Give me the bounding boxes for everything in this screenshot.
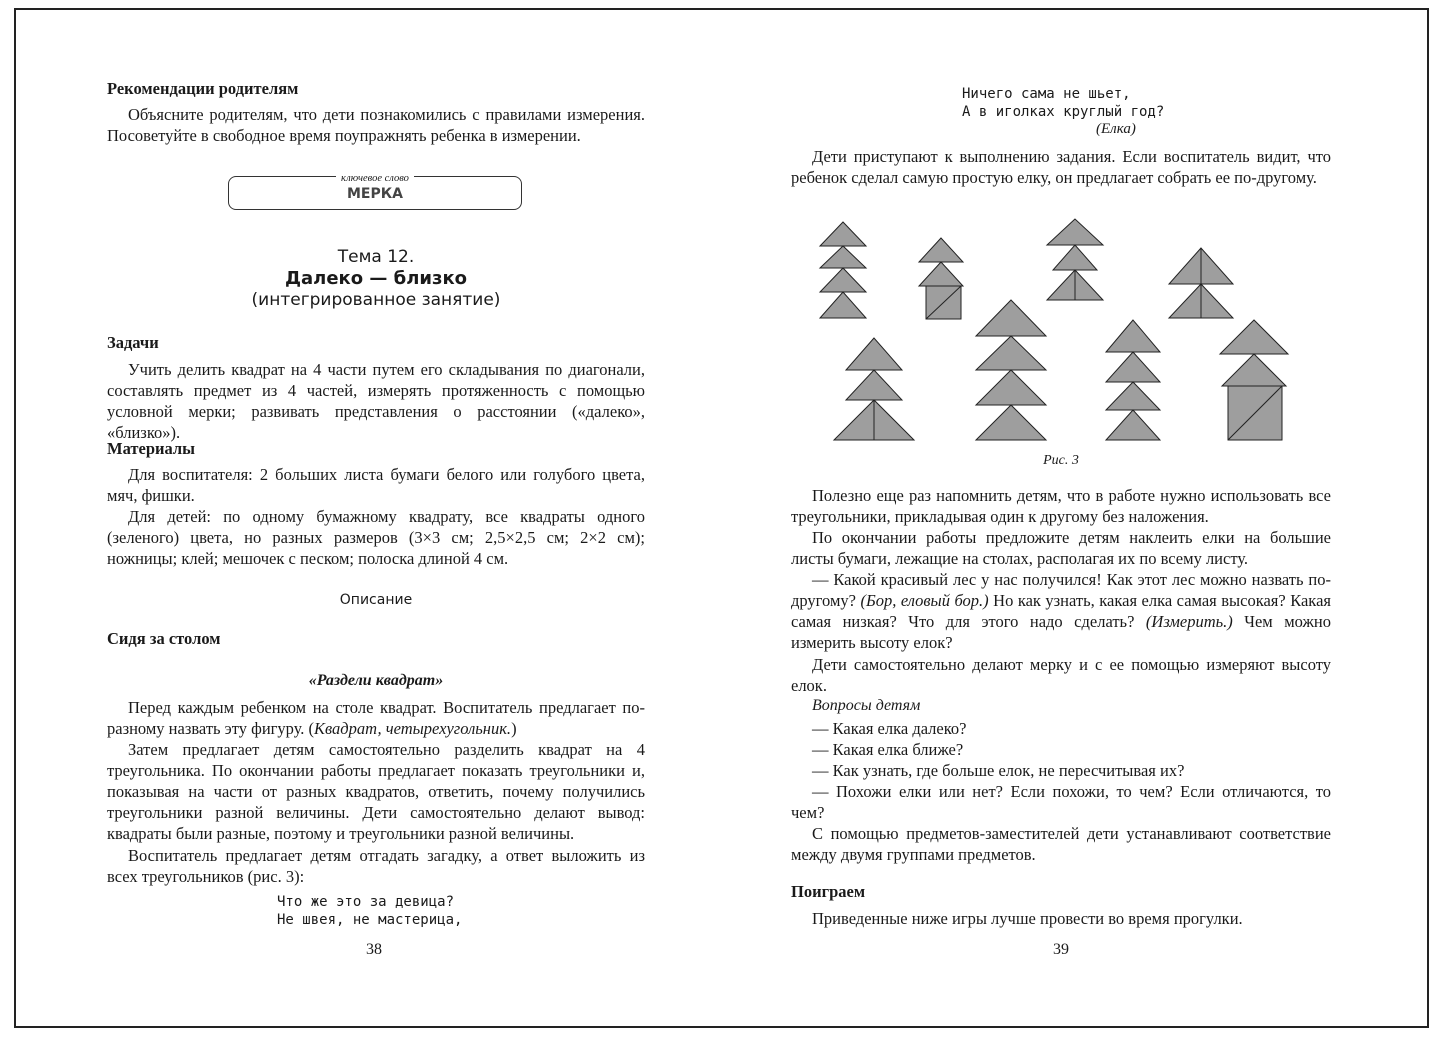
tasks-heading: Задачи [107,333,159,352]
paragraph-square-close: ) [511,719,517,738]
play-heading: Поиграем [791,882,866,901]
rec-text: Объясните родителям, что дети познакомились с правилами измерения. Посоветуйте в свободное время поупражнять ребенка в измерении. [107,105,645,145]
paragraph-divide: Затем предлагает детям самостоятельно разделить квадрат на 4 треугольника. По окончании работы предлагает показать треугольники и, показывая на части от разных квадратов, ответить, почему получились треугольники разной величины. Дети самостоятельно делают вывод: квадраты были разные, поэтому и треугольники разной величины. [107,740,645,843]
forest-answer: (Бор, еловый бор.) [860,591,989,610]
topic-title: Далеко — близко [284,268,468,289]
poem-line-2: Не швея, не мастерица, [277,912,463,928]
fir-tree-8 [1220,320,1288,440]
paragraph-square [107,697,645,739]
paragraph-use-all: Полезно еще раз напомнить детям, что в работе нужно использовать все треугольники, прикладывая один к другому без наложения. [791,486,1331,526]
sitting-heading: Сидя за столом [107,629,221,648]
question-2: — Какая елка ближе? [812,740,964,759]
description-label: Описание [339,592,413,608]
keyword-box [228,173,522,210]
question-4: — Похожи елки или нет? Если похожи, то чем? Если отличаются, то чем? [791,782,1331,822]
paragraph-measure: Дети самостоятельно делают мерку и с ее помощью измеряют высоту елок. [791,655,1331,695]
paragraph-riddle: Воспитатель предлагает детям отгадать загадку, а ответ выложить из всех треугольников (рис. 3): [107,846,645,886]
paragraph-square-answer: Квадрат, четырехугольник. [314,719,512,738]
poem-line-4: А в иголках круглый год? [962,104,1165,120]
fir-tree-6 [976,300,1046,440]
figure-caption: Рис. 3 [1043,453,1079,468]
fir-trees-figure [800,210,1310,450]
page-number-left: 38 [366,941,382,958]
paragraph-play: Приведенные ниже игры лучше провести во время прогулки. [812,909,1243,928]
topic-subtitle: (интегрированное занятие) [251,290,501,310]
poem-line-1: Что же это за девица? [277,894,455,910]
question-1: — Какая елка далеко? [812,719,967,738]
tasks-text: Учить делить квадрат на 4 части путем его складывания по диагонали, составлять предмет из 4 частей, измерять протяженность с помощью условной мерки; развивать представления о расстоянии («далеко», «близко»). [107,360,645,442]
paragraph-substitutes: С помощью предметов-заместителей дети устанавливают соответствие между двумя группами предметов. [791,824,1331,864]
forest-how: Но как узнать, какая елка самая высокая? Какая самая низкая? Что для этого надо сделать? [791,591,1331,631]
game-title: «Раздели квадрат» [308,672,444,689]
page-number-right: 39 [1053,941,1069,958]
fir-tree-4 [1169,248,1233,318]
poem-line-3: Ничего сама не шьет, [962,86,1131,102]
keyword: МЕРКА [346,186,404,202]
questions-heading: Вопросы детям [812,697,921,714]
paragraph-square-text: Перед каждым ребенком на столе квадрат. Воспитатель предлагает по-разному назвать эту фигуру. ( [107,698,645,738]
keyword-caption: ключевое слово [336,173,414,184]
forest-question: — Какой красивый лес у нас получился! Как этот лес можно назвать по-другому? [791,570,1331,610]
fir-tree-2 [919,238,963,319]
paragraph-glue: По окончании работы предложите детям наклеить елки на большие листы бумаги, лежащие на столах, располагая их по всему листу. [791,528,1331,568]
forest-end: Чем можно измерить высоту елок? [791,612,1331,652]
fir-tree-7 [1106,320,1160,440]
topic-number: Тема 12. [337,247,415,267]
materials-teacher: Для воспитателя: 2 больших листа бумаги белого или голубого цвета, мяч, фишки. [107,465,645,505]
rec-heading: Рекомендации родителям [107,79,299,98]
fir-tree-5 [834,338,914,440]
forest-measure: (Измерить.) [1145,612,1233,631]
paragraph-forest [791,569,1331,653]
materials-children: Для детей: по одному бумажному квадрату, все квадраты одного (зеленого) цвета, но разных размеров (3×3 см; 2,5×2,5 см; 2×2 см); ножницы; клей; мешочек с песком; полоска длиной 4 см. [107,507,645,568]
fir-tree-3 [1047,219,1103,300]
paragraph-start: Дети приступают к выполнению задания. Если воспитатель видит, что ребенок сделал самую простую елку, он предлагает собрать ее по-другому. [791,147,1331,187]
question-3: — Как узнать, где больше елок, не пересчитывая их? [812,761,1185,780]
poem-answer: (Елка) [1096,121,1136,137]
materials-heading: Материалы [107,439,196,458]
fir-tree-1 [820,222,866,318]
